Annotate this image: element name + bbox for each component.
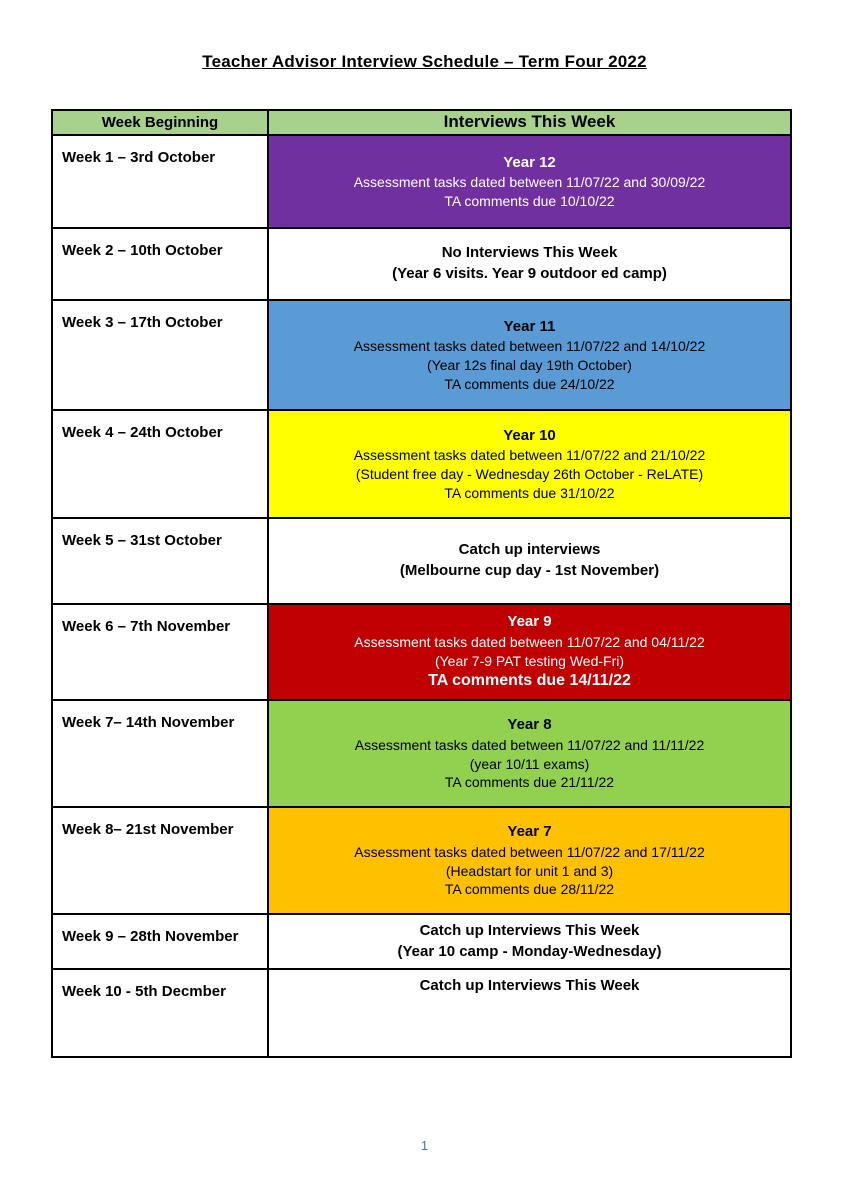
interview-heading: Catch up Interviews This Week <box>419 977 640 994</box>
interviews-cell <box>268 300 791 410</box>
interviews-cell <box>268 410 791 518</box>
interviews-cell <box>268 807 791 914</box>
interviews-cell <box>268 228 791 300</box>
interview-detail: Assessment tasks dated between 11/07/22 and 21/10/22 <box>353 447 706 464</box>
interview-detail: Assessment tasks dated between 11/07/22 and 14/10/22 <box>353 338 706 355</box>
interview-detail: Assessment tasks dated between 11/07/22 and 04/11/22 <box>354 633 705 650</box>
document-title: Teacher Advisor Interview Schedule – Term Four 2022 <box>202 52 647 71</box>
interview-detail: (Year 7-9 PAT testing Wed-Fri) <box>434 652 625 669</box>
interview-detail: TA comments due 28/11/22 <box>444 881 615 898</box>
week-beginning-cell: Week 1 – 3rd October <box>52 135 268 228</box>
interview-detail: (Year 12s final day 19th October) <box>427 357 632 374</box>
week-beginning-cell: Week 6 – 7th November <box>52 604 268 700</box>
header-row <box>52 110 791 135</box>
interview-detail: TA comments due 10/10/22 <box>444 192 615 209</box>
interview-heading: Year 9 <box>507 613 552 631</box>
table-row <box>52 807 791 914</box>
interviews-cell <box>268 700 791 807</box>
interviews-cell <box>268 914 791 969</box>
interview-heading: No Interviews This Week <box>441 244 618 262</box>
table-row <box>52 518 791 604</box>
interview-detail: TA comments due 24/10/22 <box>444 375 615 392</box>
week-beginning-cell: Week 7– 14th November <box>52 700 268 807</box>
week-beginning-cell: Week 9 – 28th November <box>52 914 268 969</box>
schedule-table <box>51 109 792 1058</box>
week-beginning-cell: Week 2 – 10th October <box>52 228 268 300</box>
interview-heading: Year 11 <box>503 317 556 335</box>
interview-heading: Year 12 <box>503 153 556 171</box>
interviews-cell <box>268 135 791 228</box>
interview-heading: Year 10 <box>503 426 556 444</box>
interview-detail: Assessment tasks dated between 11/07/22 and 17/11/22 <box>354 843 705 860</box>
interview-detail: Assessment tasks dated between 11/07/22 and 30/09/22 <box>353 174 706 191</box>
table-row <box>52 914 791 969</box>
interviews-cell <box>268 518 791 604</box>
interview-detail: TA comments due 14/11/22 <box>428 672 631 690</box>
table-row <box>52 700 791 807</box>
header-interviews-this-week: Interviews This Week <box>268 110 791 135</box>
interview-detail: (Melbourne cup day - 1st November) <box>399 562 660 579</box>
interview-heading: Catch up Interviews This Week <box>419 921 640 939</box>
page-number: 1 <box>420 1138 429 1153</box>
table-row <box>52 228 791 300</box>
interview-detail: TA comments due 21/11/22 <box>444 774 615 791</box>
interview-heading: Year 8 <box>507 716 552 734</box>
table-row <box>52 300 791 410</box>
interviews-cell <box>268 604 791 700</box>
interview-detail: (Year 10 camp - Monday-Wednesday) <box>397 942 662 960</box>
week-beginning-cell: Week 4 – 24th October <box>52 410 268 518</box>
table-row <box>52 410 791 518</box>
interview-heading: Year 7 <box>507 823 552 841</box>
interview-detail: (Year 6 visits. Year 9 outdoor ed camp) <box>392 265 667 282</box>
interview-detail: (Headstart for unit 1 and 3) <box>445 862 614 879</box>
table-row <box>52 969 791 1057</box>
week-beginning-cell: Week 3 – 17th October <box>52 300 268 410</box>
interviews-cell <box>268 969 791 1057</box>
header-week-beginning: Week Beginning <box>52 110 268 135</box>
week-beginning-cell: Week 8– 21st November <box>52 807 268 914</box>
table-row <box>52 604 791 700</box>
week-beginning-cell: Week 10 - 5th Decmber <box>52 969 268 1057</box>
table-row <box>52 135 791 228</box>
interview-detail: (Student free day - Wednesday 26th October - ReLATE) <box>355 466 704 483</box>
interview-detail: Assessment tasks dated between 11/07/22 and 11/11/22 <box>354 736 705 753</box>
interview-detail: (year 10/11 exams) <box>469 755 590 772</box>
interview-heading: Catch up interviews <box>458 541 601 559</box>
interview-detail: TA comments due 31/10/22 <box>444 484 615 501</box>
schedule-table-head <box>52 110 791 135</box>
week-beginning-cell: Week 5 – 31st October <box>52 518 268 604</box>
schedule-table-body <box>52 135 791 1057</box>
